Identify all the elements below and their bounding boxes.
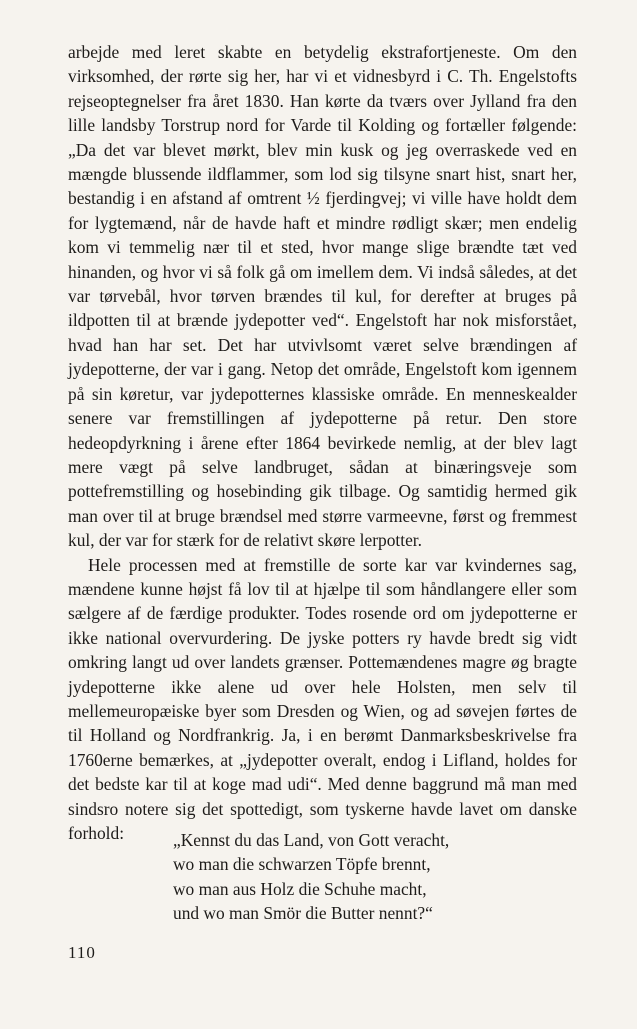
paragraph-2: Hele processen med at fremstille de sorte kar var kvindernes sag, mændene kunne højst få lov til at hjælpe til som håndlangere eller som sælgere af de færdige produkter. Todes rosende ord om jydepotterne er ikke national overvurdering. De jyske potters ry havde bredt sig vidt omkring langt ud over landets grænser. Pottemændenes magre øg bragte jydepotterne ikke alene ud over hele Holsten, men selv til mellemeuropæiske byer som Dresden og Wien, og ad søvejen førtes de til Holland og Nordfrankrig. Ja, i en berømt Danmarksbeskrivelse fra 1760erne bemærkes, at „jydepotter overalt, endog i Lifland, holdes for det bedste kar til at koge mad udi“. Med denne baggrund må man med sindsro notere sig det spottedigt, som tyskerne havde lavet om danske forhold:	[68, 554, 577, 843]
verse-quote	[173, 828, 449, 926]
verse-line: wo man die schwarzen Töpfe brennt,	[173, 854, 431, 875]
page-number: 110	[68, 943, 96, 962]
verse-line: und wo man Smör die Butter nennt?“	[173, 903, 433, 924]
body-text	[68, 40, 577, 845]
verse-line: wo man aus Holz die Schuhe macht,	[173, 878, 427, 899]
verse-line: „Kennst du das Land, von Gott veracht,	[173, 830, 450, 850]
paragraph-1: arbejde med leret skabte en betydelig ekstrafortjeneste. Om den virksomhed, der rørte sig her, har vi et vidnesbyrd i C. Th. Engelstofts rejseoptegnelser fra året 1830. Han kørte da tværs over Jylland fra den lille landsby Torstrup nord for Varde til Kolding og fortæller følgende: „Da det var blevet mørkt, blev min kusk og jeg overraskede ved en mængde blussende ildflammer, som lod sig tilsyne snart hist, snart her, bestandig i en afstand af omtrent ½ fjerdingvej; vi ville have holdt dem for lygtemænd, når de havde haft et mindre rødligt skær; men endelig kom vi temmelig nær til et sted, hvor mange slige brændte tæt ved hinanden, og hvor vi så folk gå om imellem dem. Vi indså således, at det var tørvebål, hvor tørven brændes til kul, for derefter at bruges på ildpotten til at brænde jydepotter ved“. Engelstoft har nok misforstået, hvad han har set. Det har utvivlsomt været selve brændingen af jydepotterne, der var i gang. Netop det område, Engelstoft kom igennem på sin køretur, var jydepotternes klassiske område. En menneskealder senere var fremstillingen af jydepotterne på retur. Den store hedeopdyrkning i årene efter 1864 bevirkede nemlig, at der blev lagt mere vægt på selve landbruget, sådan at binæringsveje som pottefremstilling og hosebinding gik tilbage. Og samtidig hermed gik man over til at bruge brændsel med større varmeevne, først og fremmest kul, der var for stærk for de relativt skøre lerpotter.	[68, 42, 577, 551]
